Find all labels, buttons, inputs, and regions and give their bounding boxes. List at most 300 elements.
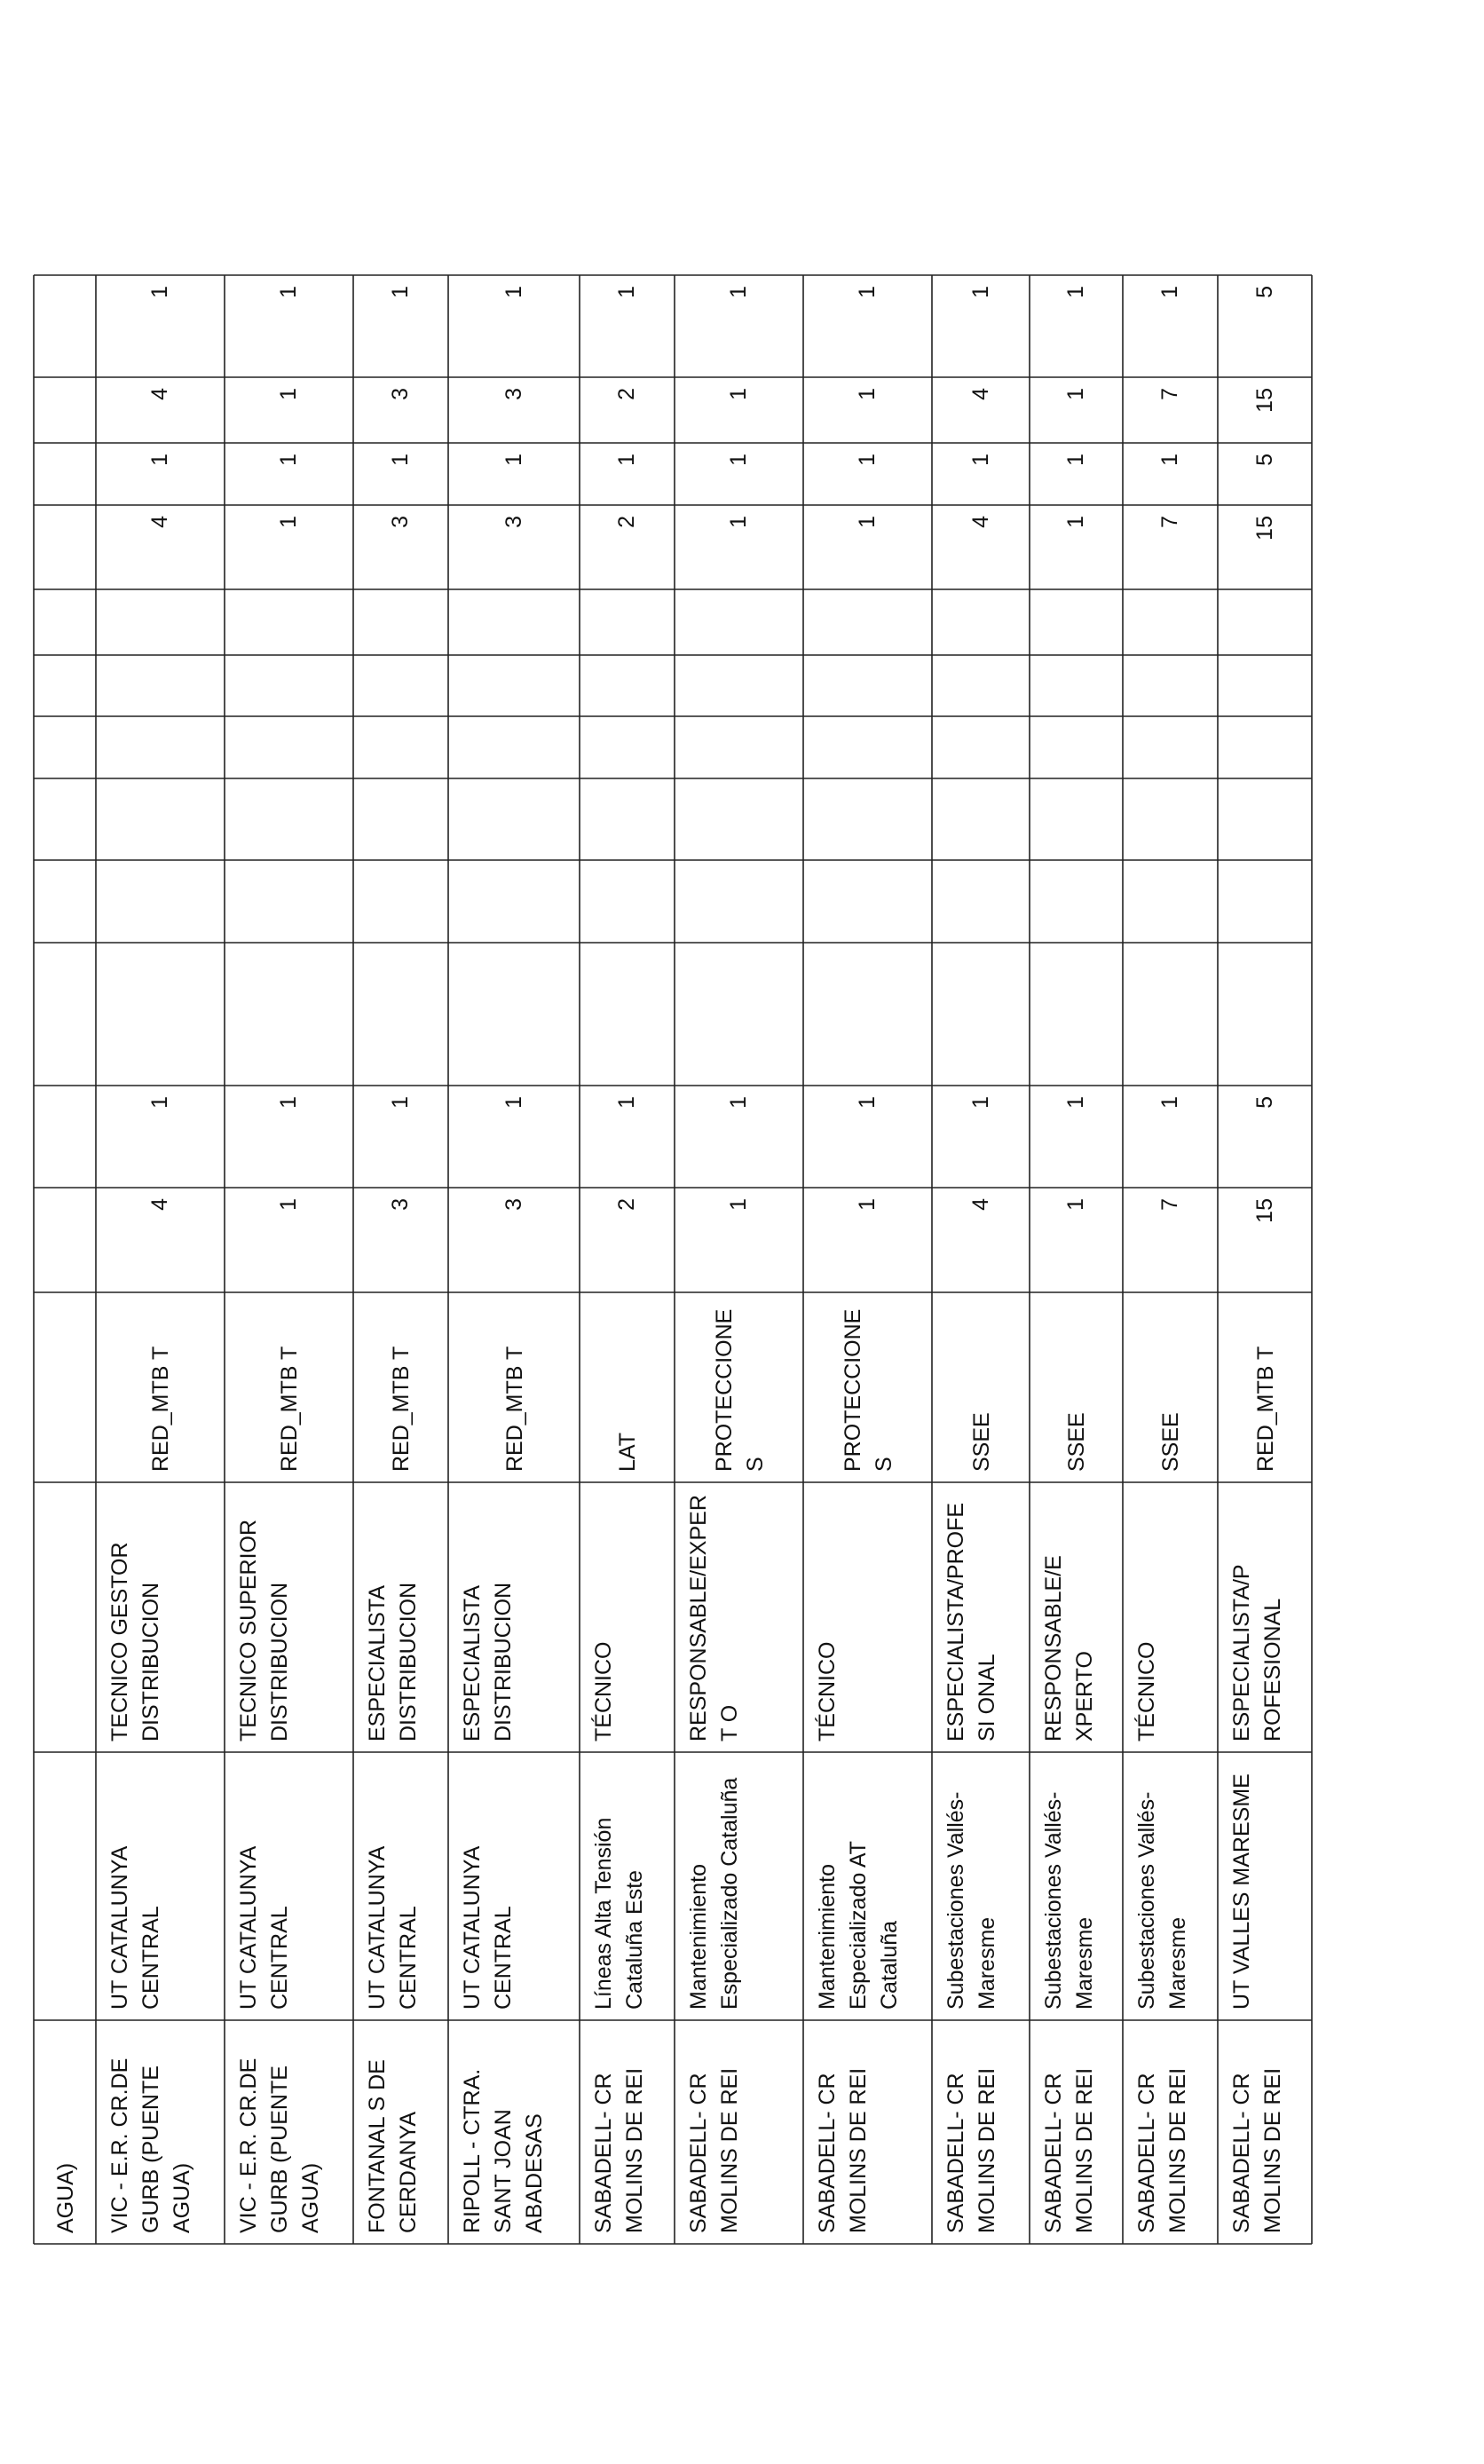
cell-text: SABADELL- CR MOLINS DE REI <box>1229 2066 1285 2233</box>
table-cell-blank-1 <box>932 943 1030 1086</box>
cell-text: 5 <box>1251 286 1277 298</box>
table-cell-count-1 <box>1218 1188 1312 1292</box>
cell-text: Subestaciones Vallés-Maresme <box>1041 1791 1097 2010</box>
table-cell-location <box>225 2020 353 2244</box>
cell-text: TÉCNICO <box>1134 1641 1159 1741</box>
cell-text: SSEE <box>1158 1412 1183 1472</box>
cell-text: UT CATALUNYA CENTRAL <box>460 1841 516 2010</box>
cell-text: 3 <box>388 516 413 528</box>
cell-text: UT CATALUNYA CENTRAL <box>107 1841 163 2010</box>
cell-text <box>580 943 675 1086</box>
table-cell-count-3 <box>34 505 96 589</box>
table-cell-position <box>225 1482 353 1752</box>
table-cell-count-4 <box>1123 443 1218 505</box>
cell-text: FONTANAL S DE CERDANYA <box>365 2053 421 2233</box>
cell-text <box>353 655 448 716</box>
table-cell-unit <box>675 1752 803 2020</box>
cell-text: Mantenimiento Especializado Cataluña <box>686 1777 742 2010</box>
cell-text <box>34 860 96 943</box>
table-cell-count-2 <box>1030 1086 1123 1188</box>
cell-text: 5 <box>1251 1096 1277 1109</box>
cell-text <box>580 655 675 716</box>
table-cell-blank-1 <box>225 943 353 1086</box>
table-cell-count-2 <box>34 1086 96 1188</box>
cell-text: 5 <box>1251 454 1277 466</box>
table-cell-count-5 <box>932 377 1030 443</box>
table-cell-blank-1 <box>580 943 675 1086</box>
cell-text <box>932 860 1030 943</box>
table-cell-blank-3 <box>580 778 675 860</box>
table-cell-blank-1 <box>1030 943 1123 1086</box>
table-cell-location <box>1030 2020 1123 2244</box>
table-cell-location <box>580 2020 675 2244</box>
cell-text: 4 <box>147 388 172 400</box>
cell-text: RESPONSABLE/EXPERT O <box>686 1495 742 1741</box>
cell-text <box>675 589 803 655</box>
cell-text: 1 <box>614 454 639 466</box>
cell-text <box>1123 778 1218 860</box>
cell-text <box>353 589 448 655</box>
table-cell-count-3 <box>225 505 353 589</box>
cell-text <box>675 860 803 943</box>
table-cell-blank-3 <box>96 778 225 860</box>
cell-text: 1 <box>726 286 751 298</box>
cell-text: 1 <box>855 388 880 400</box>
table-cell-count-6 <box>96 275 225 377</box>
table-cell-blank-6 <box>448 589 580 655</box>
table-cell-count-3 <box>353 505 448 589</box>
table-cell-position <box>1123 1482 1218 1752</box>
cell-text: RED_MTB T <box>501 1346 527 1472</box>
cell-text <box>803 943 932 1086</box>
cell-text <box>448 655 580 716</box>
cell-text <box>1123 655 1218 716</box>
table-cell-count-1 <box>353 1188 448 1292</box>
cell-text: 1 <box>388 286 413 298</box>
table-cell-blank-1 <box>34 943 96 1086</box>
table-cell-count-3 <box>96 505 225 589</box>
table-cell-area <box>932 1292 1030 1482</box>
cell-text: 1 <box>855 516 880 528</box>
table-cell-count-1 <box>580 1188 675 1292</box>
table-cell-blank-3 <box>353 778 448 860</box>
cell-text: SSEE <box>1064 1412 1089 1472</box>
table-cell-count-5 <box>1030 377 1123 443</box>
table-cell-location <box>803 2020 932 2244</box>
table-cell-unit <box>1030 1752 1123 2020</box>
table-cell-count-3 <box>932 505 1030 589</box>
cell-text: 1 <box>614 286 639 298</box>
cell-text: 1 <box>501 1096 526 1109</box>
table-cell-count-3 <box>580 505 675 589</box>
table-cell-blank-2 <box>1218 860 1312 943</box>
cell-text <box>353 860 448 943</box>
table-cell-unit <box>803 1752 932 2020</box>
table-cell-blank-4 <box>353 716 448 778</box>
cell-text <box>34 505 96 589</box>
cell-text: 1 <box>855 286 880 298</box>
table-cell-area <box>34 1292 96 1482</box>
cell-text: 1 <box>1157 1096 1182 1109</box>
table-cell-unit <box>96 1752 225 2020</box>
table-cell-location <box>353 2020 448 2244</box>
table-cell-blank-1 <box>353 943 448 1086</box>
table-cell-unit <box>1218 1752 1312 2020</box>
table-cell-count-6 <box>353 275 448 377</box>
cell-text: VIC - E.R. CR.DE GURB (PUENTE AGUA) <box>107 2051 194 2233</box>
cell-text <box>1030 943 1123 1086</box>
table-cell-count-5 <box>225 377 353 443</box>
cell-text: 1 <box>1063 1198 1088 1211</box>
table-cell-area <box>675 1292 803 1482</box>
cell-text: 1 <box>147 454 172 466</box>
table-cell-count-6 <box>225 275 353 377</box>
table-cell-position <box>1218 1482 1312 1752</box>
table-cell-area <box>1123 1292 1218 1482</box>
table-cell-unit <box>448 1752 580 2020</box>
cell-text: 1 <box>1063 454 1088 466</box>
table-cell-blank-5 <box>225 655 353 716</box>
cell-text <box>34 943 96 1086</box>
table-cell-count-5 <box>675 377 803 443</box>
cell-text: 1 <box>276 516 301 528</box>
table-cell-blank-4 <box>1123 716 1218 778</box>
table-cell-blank-5 <box>803 655 932 716</box>
table-cell-blank-4 <box>34 716 96 778</box>
table-cell-blank-3 <box>225 778 353 860</box>
table-cell-count-6 <box>580 275 675 377</box>
cell-text <box>96 943 225 1086</box>
cell-text: UT VALLES MARESME <box>1229 1773 1254 2010</box>
table-cell-blank-3 <box>448 778 580 860</box>
cell-text: 1 <box>147 1096 172 1109</box>
cell-text: 1 <box>1063 388 1088 400</box>
table-cell-area <box>96 1292 225 1482</box>
cell-text: AGUA) <box>52 2162 78 2233</box>
cell-text <box>34 1752 96 2020</box>
cell-text <box>1218 716 1312 778</box>
table-cell-count-4 <box>675 443 803 505</box>
cell-text: UT CATALUNYA CENTRAL <box>236 1841 292 2010</box>
cell-text: RED_MTB T <box>277 1346 302 1472</box>
table-cell-count-5 <box>353 377 448 443</box>
cell-text <box>34 443 96 505</box>
table-cell-unit <box>1123 1752 1218 2020</box>
table-cell-area <box>225 1292 353 1482</box>
cell-text <box>580 860 675 943</box>
cell-text: 1 <box>855 1096 880 1109</box>
cell-text <box>932 778 1030 860</box>
table-cell-blank-6 <box>1123 589 1218 655</box>
table-cell-area <box>353 1292 448 1482</box>
cell-text: 15 <box>1251 1198 1277 1223</box>
cell-text <box>1030 778 1123 860</box>
table-cell-blank-4 <box>932 716 1030 778</box>
table-cell-blank-6 <box>96 589 225 655</box>
cell-text <box>803 655 932 716</box>
cell-text <box>225 860 353 943</box>
cell-text <box>448 943 580 1086</box>
cell-text <box>225 943 353 1086</box>
cell-text: 7 <box>1157 1198 1182 1211</box>
table-cell-area <box>580 1292 675 1482</box>
cell-text: 7 <box>1157 516 1182 528</box>
table-cell-blank-2 <box>96 860 225 943</box>
cell-text: 1 <box>1063 286 1088 298</box>
table-cell-count-5 <box>96 377 225 443</box>
table-cell-area <box>803 1292 932 1482</box>
table-cell-count-3 <box>675 505 803 589</box>
table-cell-count-1 <box>225 1188 353 1292</box>
cell-text <box>675 778 803 860</box>
cell-text: 1 <box>276 1096 301 1109</box>
table-cell-count-1 <box>34 1188 96 1292</box>
cell-text <box>34 377 96 443</box>
cell-text: 3 <box>501 1198 526 1211</box>
table-cell-position <box>932 1482 1030 1752</box>
cell-text: 1 <box>147 286 172 298</box>
table-cell-blank-3 <box>1123 778 1218 860</box>
cell-text: 2 <box>614 516 639 528</box>
cell-text: TÉCNICO <box>591 1641 616 1741</box>
cell-text: SSEE <box>968 1412 994 1472</box>
table-cell-blank-1 <box>1123 943 1218 1086</box>
table-cell-count-6 <box>1030 275 1123 377</box>
cell-text: 4 <box>147 516 172 528</box>
cell-text: 1 <box>614 1096 639 1109</box>
table-cell-blank-2 <box>225 860 353 943</box>
table-cell-position <box>580 1482 675 1752</box>
table-cell-count-1 <box>448 1188 580 1292</box>
table-cell-location <box>448 2020 580 2244</box>
cell-text <box>1030 716 1123 778</box>
table-cell-count-3 <box>448 505 580 589</box>
table-cell-blank-5 <box>96 655 225 716</box>
cell-text: ESPECIALISTA/PROFESI ONAL <box>943 1502 999 1741</box>
cell-text: SABADELL- CR MOLINS DE REI <box>1134 2066 1190 2233</box>
cell-text: PROTECCIONES <box>840 1308 896 1472</box>
cell-text <box>353 778 448 860</box>
cell-text: 3 <box>388 1198 413 1211</box>
cell-text <box>34 655 96 716</box>
cell-text: 1 <box>1063 516 1088 528</box>
cell-text <box>34 716 96 778</box>
table-cell-unit <box>225 1752 353 2020</box>
table-cell-count-4 <box>448 443 580 505</box>
table-cell-blank-5 <box>1218 655 1312 716</box>
cell-text <box>225 655 353 716</box>
cell-text: 2 <box>614 388 639 400</box>
cell-text: 1 <box>1157 286 1182 298</box>
cell-text <box>1030 860 1123 943</box>
table-cell-position <box>803 1482 932 1752</box>
table-cell-count-6 <box>932 275 1030 377</box>
cell-text: 1 <box>855 454 880 466</box>
cell-text: RESPONSABLE/E XPERTO <box>1041 1549 1097 1741</box>
table-cell-blank-4 <box>675 716 803 778</box>
table-cell-count-2 <box>448 1086 580 1188</box>
cell-text: 1 <box>501 286 526 298</box>
table-cell-blank-4 <box>580 716 675 778</box>
table-cell-area <box>1030 1292 1123 1482</box>
cell-text <box>1218 860 1312 943</box>
cell-text <box>1218 778 1312 860</box>
cell-text <box>1218 943 1312 1086</box>
table-cell-count-3 <box>1218 505 1312 589</box>
cell-text <box>932 655 1030 716</box>
cell-text: 1 <box>967 1096 993 1109</box>
cell-text <box>225 778 353 860</box>
cell-text: SABADELL- CR MOLINS DE REI <box>815 2066 871 2233</box>
table-cell-count-1 <box>675 1188 803 1292</box>
cell-text <box>675 716 803 778</box>
cell-text: ESPECIALISTA DISTRIBUCION <box>460 1580 516 1741</box>
table-cell-count-1 <box>96 1188 225 1292</box>
cell-text <box>448 778 580 860</box>
table-cell-blank-1 <box>803 943 932 1086</box>
cell-text: 4 <box>967 516 993 528</box>
cell-text: LAT <box>615 1433 640 1472</box>
table-cell-count-5 <box>803 377 932 443</box>
cell-text: 4 <box>967 1198 993 1211</box>
cell-text: 1 <box>726 454 751 466</box>
table-cell-location <box>1218 2020 1312 2244</box>
table-cell-count-5 <box>1218 377 1312 443</box>
cell-text <box>675 655 803 716</box>
table-cell-position <box>448 1482 580 1752</box>
table-cell-area <box>448 1292 580 1482</box>
cell-text <box>803 589 932 655</box>
table-cell-blank-2 <box>1123 860 1218 943</box>
table-cell-blank-5 <box>580 655 675 716</box>
cell-text <box>34 1292 96 1482</box>
table-cell-count-6 <box>675 275 803 377</box>
table-cell-blank-2 <box>932 860 1030 943</box>
cell-text <box>580 716 675 778</box>
cell-text: RIPOLL - CTRA. SANT JOAN ABADESAS <box>460 2062 547 2233</box>
table-cell-blank-2 <box>675 860 803 943</box>
table-cell-blank-2 <box>353 860 448 943</box>
cell-text <box>1218 655 1312 716</box>
table-cell-count-2 <box>675 1086 803 1188</box>
cell-text <box>803 778 932 860</box>
table-cell-count-6 <box>34 275 96 377</box>
table-cell-count-2 <box>1218 1086 1312 1188</box>
cell-text <box>1123 589 1218 655</box>
table-cell-location <box>1123 2020 1218 2244</box>
cell-text <box>96 589 225 655</box>
table-cell-unit <box>932 1752 1030 2020</box>
table-cell-blank-6 <box>803 589 932 655</box>
table-cell-location <box>675 2020 803 2244</box>
table-cell-count-5 <box>34 377 96 443</box>
cell-text: 1 <box>967 286 993 298</box>
table-cell-count-4 <box>225 443 353 505</box>
table-cell-blank-4 <box>1030 716 1123 778</box>
table-cell-count-4 <box>1030 443 1123 505</box>
table-cell-unit <box>34 1752 96 2020</box>
cell-text <box>353 716 448 778</box>
table-cell-count-1 <box>1123 1188 1218 1292</box>
cell-text: 3 <box>501 516 526 528</box>
table-cell-count-6 <box>803 275 932 377</box>
table-cell-position <box>1030 1482 1123 1752</box>
cell-text: 1 <box>726 388 751 400</box>
table-cell-unit <box>580 1752 675 2020</box>
cell-text <box>803 716 932 778</box>
cell-text: SABADELL- CR MOLINS DE REI <box>686 2066 742 2233</box>
cell-text: TÉCNICO <box>815 1641 840 1741</box>
cell-text: TECNICO GESTOR DISTRIBUCION <box>107 1536 163 1741</box>
table-cell-count-6 <box>1218 275 1312 377</box>
table-cell-position <box>675 1482 803 1752</box>
cell-text: Líneas Alta Tensión Cataluña Este <box>591 1811 647 2010</box>
cell-text: 15 <box>1251 388 1277 413</box>
table-cell-blank-3 <box>1030 778 1123 860</box>
table-cell-blank-1 <box>1218 943 1312 1086</box>
cell-text: 1 <box>726 516 751 528</box>
cell-text <box>34 589 96 655</box>
table-cell-count-5 <box>1123 377 1218 443</box>
cell-text: 7 <box>1157 388 1182 400</box>
table-cell-count-3 <box>1123 505 1218 589</box>
table-cell-count-1 <box>932 1188 1030 1292</box>
cell-text: RED_MTB T <box>148 1346 173 1472</box>
table-cell-blank-3 <box>34 778 96 860</box>
table-cell-count-2 <box>580 1086 675 1188</box>
cell-text: 1 <box>855 1198 880 1211</box>
cell-text <box>1218 589 1312 655</box>
cell-text: Subestaciones Vallés-Maresme <box>1134 1791 1190 2010</box>
table-cell-count-4 <box>353 443 448 505</box>
cell-text <box>1123 860 1218 943</box>
table-cell-count-5 <box>448 377 580 443</box>
table-cell-blank-3 <box>803 778 932 860</box>
cell-text: 1 <box>276 286 301 298</box>
table-cell-blank-6 <box>225 589 353 655</box>
cell-text: 1 <box>726 1198 751 1211</box>
cell-text: 1 <box>276 454 301 466</box>
table-cell-blank-2 <box>803 860 932 943</box>
table-cell-location <box>96 2020 225 2244</box>
cell-text: 1 <box>388 1096 413 1109</box>
cell-text: 1 <box>276 1198 301 1211</box>
table-cell-count-1 <box>803 1188 932 1292</box>
table-cell-location <box>34 2020 96 2244</box>
cell-text <box>932 589 1030 655</box>
cell-text <box>225 716 353 778</box>
table-cell-position <box>34 1482 96 1752</box>
table-cell-blank-5 <box>34 655 96 716</box>
table-cell-area <box>1218 1292 1312 1482</box>
cell-text: 1 <box>967 454 993 466</box>
table-cell-unit <box>353 1752 448 2020</box>
table-cell-blank-6 <box>580 589 675 655</box>
cell-text <box>448 860 580 943</box>
cell-text: VIC - E.R. CR.DE GURB (PUENTE AGUA) <box>236 2051 323 2233</box>
cell-text <box>353 943 448 1086</box>
table-cell-blank-5 <box>448 655 580 716</box>
cell-text <box>932 943 1030 1086</box>
cell-text <box>96 778 225 860</box>
cell-text <box>96 655 225 716</box>
cell-text: RED_MTB T <box>1252 1346 1278 1472</box>
cell-text: SABADELL- CR MOLINS DE REI <box>591 2066 647 2233</box>
cell-text: 1 <box>276 388 301 400</box>
cell-text <box>580 778 675 860</box>
table-cell-blank-1 <box>448 943 580 1086</box>
table-cell-blank-5 <box>1030 655 1123 716</box>
